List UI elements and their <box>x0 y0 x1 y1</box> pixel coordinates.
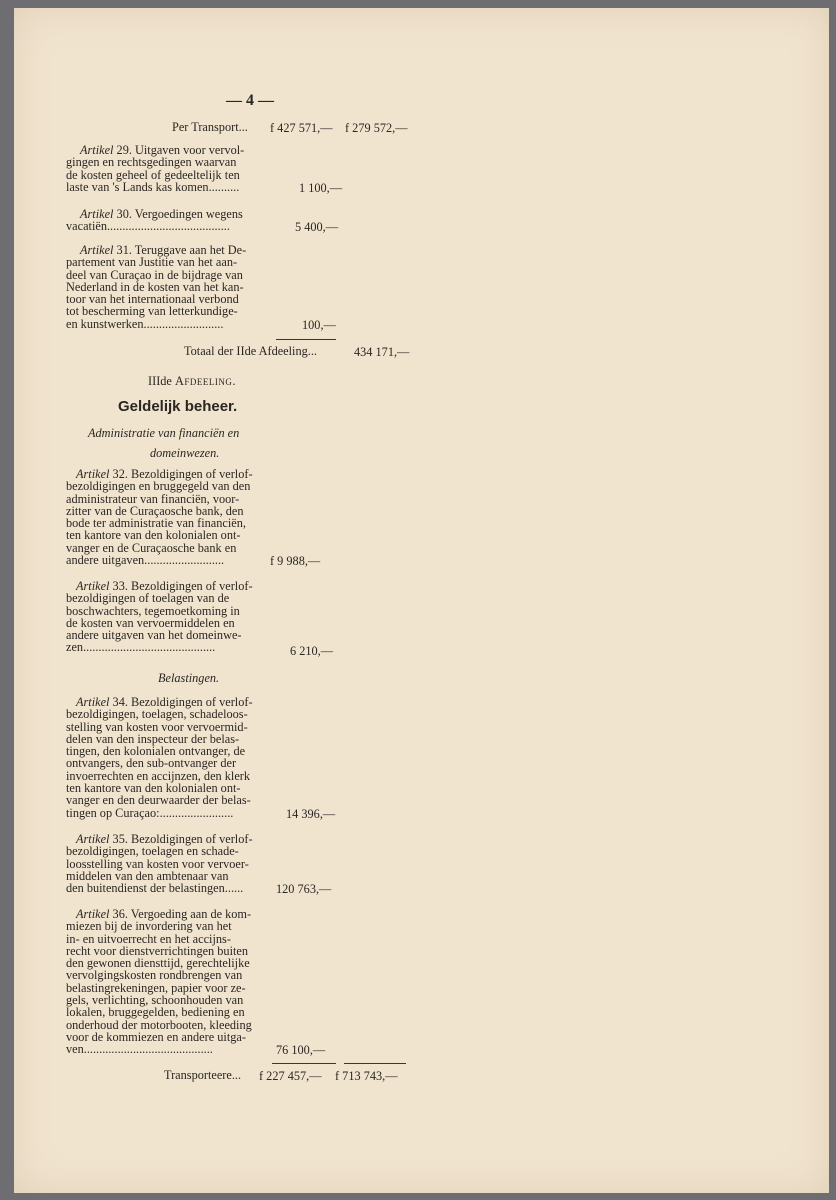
article-31-amount: 100,— <box>302 318 336 332</box>
article-line: andere uitgaven van het domeinwe- <box>66 628 242 643</box>
subtitle-admin: Administratie van financiën en <box>88 426 240 440</box>
article-line: tingen op Curaçao:........................ <box>66 805 234 820</box>
article-line: onderhoud der motorbooten, kleeding <box>66 1017 252 1032</box>
subtotal-rule <box>276 339 336 340</box>
article-line: vacatiën........................................ <box>66 219 230 234</box>
article-line: Nederland in de kosten van het kan- <box>66 279 244 294</box>
section-division: Afdeeling. <box>174 374 236 388</box>
document-page <box>14 8 829 1193</box>
section-label <box>148 375 236 387</box>
article-36: Artikel 36. Vergoeding aan de kom- miezen bij de invordering van het in- en uitvoerrecht en het accijns- recht voor dienstverrichtingen buiten den gewonen diensttijd, gerechtelijke vervolgingskosten rondbrengen van belastingrekeningen, papier voor ze- gels, verlichting, schoonhouden van lokalen, bruggegelden, bediening en onderhoud der motorbooten, kleeding voor de kommiezen en andere uitga- ven.......................................... <box>66 908 278 1056</box>
article-line: invoerrechten en accijnzen, den klerk <box>66 768 251 783</box>
article-line: vanger en de Curaçaosche bank en <box>66 540 237 555</box>
per-transport-amount-2: f 279 572,— <box>345 121 408 135</box>
transport-rule-1 <box>272 1063 336 1064</box>
transporteere-amount-1: f 227 457,— <box>259 1069 322 1083</box>
article-34-amount: 14 396,— <box>286 807 336 821</box>
transporteere-label: Transporteere... <box>164 1068 242 1082</box>
article-line: voor de kommiezen en andere uitga- <box>66 1029 246 1044</box>
article-29-amount: 1 100,— <box>299 181 343 195</box>
article-line: bezoldigingen en bruggegeld van den <box>66 479 251 494</box>
article-line: vervolgingskosten rondbrengen van <box>66 968 243 983</box>
transporteere-amount-2: f 713 743,— <box>335 1069 398 1083</box>
article-line: recht voor dienstverrichtingen buiten <box>66 943 249 958</box>
article-line: en kunstwerken.......................... <box>66 316 224 331</box>
page-number: — 4 — <box>226 92 274 109</box>
per-transport-label: Per Transport... <box>172 120 248 134</box>
article-line: andere uitgaven.......................... <box>66 553 225 568</box>
section-title: Geldelijk beheer. <box>118 398 238 415</box>
article-line: boschwachters, tegemoetkoming in <box>66 603 240 618</box>
article-line: belastingrekeningen, papier voor ze- <box>66 980 246 995</box>
article-line: den gewonen diensttijd, gerechtelijke <box>66 956 250 971</box>
article-line: toor van het internationaal verbond <box>66 292 239 307</box>
section-number: IIIde <box>148 374 172 388</box>
article-line: de kosten van vervoermiddelen en <box>66 615 235 630</box>
article-33-amount: 6 210,— <box>290 644 334 658</box>
article-line: deel van Curaçao in de bijdrage van <box>66 267 243 282</box>
article-32-amount: f 9 988,— <box>270 554 321 568</box>
article-33: Artikel 33. Bezoldigingen of verlof- bezoldigingen of toelagen van de boschwachters, tegemoetkoming in de kosten van vervoermiddelen en andere uitgaven van het domeinwe- zen........................................... <box>66 580 278 654</box>
article-line: bezoldigingen, toelagen en schade- <box>66 844 239 859</box>
article-32: Artikel 32. Bezoldigingen of verlof- bezoldigingen en bruggegeld van den administrateur van financiën, voor- zitter van de Curaçaosche bank, den bode ter administratie van financiën, ten kantore van den kolonialen ont- vanger en de Curaçaosche bank en andere uitgaven.......................... <box>66 468 278 566</box>
article-line: de kosten geheel of gedeeltelijk ten <box>66 167 240 182</box>
article-line: laste van 's Lands kas komen.......... <box>66 179 240 194</box>
article-line: middelen van den ambtenaar van <box>66 868 229 883</box>
subtitle-domein: domeinwezen. <box>150 446 220 460</box>
article-line: tot bescherming van letterkundige- <box>66 304 238 319</box>
article-line: den buitendienst der belastingen...... <box>66 881 244 896</box>
article-line: gels, verlichting, schoonhouden van <box>66 993 244 1008</box>
article-29: Artikel 29. Uitgaven voor vervol- gingen en rechtsgedingen waarvan de kosten geheel of gedeeltelijk ten laste van 's Lands kas komen.......... <box>66 144 278 193</box>
article-30-amount: 5 400,— <box>295 220 339 234</box>
article-line: stelling van kosten voor vervoermid- <box>66 719 248 734</box>
article-line: tingen, den kolonialen ontvanger, de <box>66 744 246 759</box>
article-line: administrateur van financiën, voor- <box>66 491 240 506</box>
article-30: Artikel 30. Vergoedingen wegens vacatiën........................................ <box>66 208 278 233</box>
article-line: bode ter administratie van financiën, <box>66 516 246 531</box>
article-line: ten kantore van den kolonialen ont- <box>66 781 241 796</box>
article-line: loosstelling van kosten voor vervoer- <box>66 856 249 871</box>
article-line: partement van Justitie van het aan- <box>66 255 238 270</box>
article-line: delen van den inspecteur der belas- <box>66 731 240 746</box>
article-36-amount: 76 100,— <box>276 1043 326 1057</box>
article-35-amount: 120 763,— <box>276 882 332 896</box>
article-line: zitter van de Curaçaosche bank, den <box>66 503 244 518</box>
totaal-label: Totaal der IIde Afdeeling... <box>184 344 317 358</box>
article-line: zen........................................... <box>66 640 216 655</box>
totaal-amount: 434 171,— <box>354 345 410 359</box>
article-line: bezoldigingen, toelagen, schadeloos- <box>66 707 248 722</box>
article-line: ven.......................................... <box>66 1042 213 1057</box>
transport-rule-2 <box>344 1063 406 1064</box>
article-line: bezoldigingen of toelagen van de <box>66 591 230 606</box>
article-34: Artikel 34. Bezoldigingen of verlof- bezoldigingen, toelagen, schadeloos- stelling van kosten voor vervoermid- delen van den inspecteur der belas- tingen, den kolonialen ontvanger, de ontvangers, den sub-ontvanger der invoerrechten en accijnzen, den klerk ten kantore van den kolonialen ont- vanger en den deurwaarder der belas- tingen op Curaçao:........................ <box>66 696 278 819</box>
article-line: ontvangers, den sub-ontvanger der <box>66 756 237 771</box>
article-31: Artikel 31. Teruggave aan het De- partement van Justitie van het aan- deel van Curaçao in de bijdrage van Nederland in de kosten van het kan- toor van het internationaal verbond tot bescherming van letterkundige- en kunstwerken.......................... <box>66 244 278 330</box>
article-line: lokalen, bruggegelden, bediening en <box>66 1005 245 1020</box>
article-line: ten kantore van den kolonialen ont- <box>66 528 241 543</box>
subtitle-belastingen: Belastingen. <box>158 671 220 685</box>
per-transport-amount-1: f 427 571,— <box>270 121 333 135</box>
article-35: Artikel 35. Bezoldigingen of verlof- bezoldigingen, toelagen en schade- loosstelling van kosten voor vervoer- middelen van den ambtenaar van den buitendienst der belastingen...... <box>66 833 278 894</box>
article-line: in- en uitvoerrecht en het accijns- <box>66 931 231 946</box>
article-line: vanger en den deurwaarder der belas- <box>66 793 251 808</box>
article-line: gingen en rechtsgedingen waarvan <box>66 155 237 170</box>
article-line: miezen bij de invordering van het <box>66 919 232 934</box>
